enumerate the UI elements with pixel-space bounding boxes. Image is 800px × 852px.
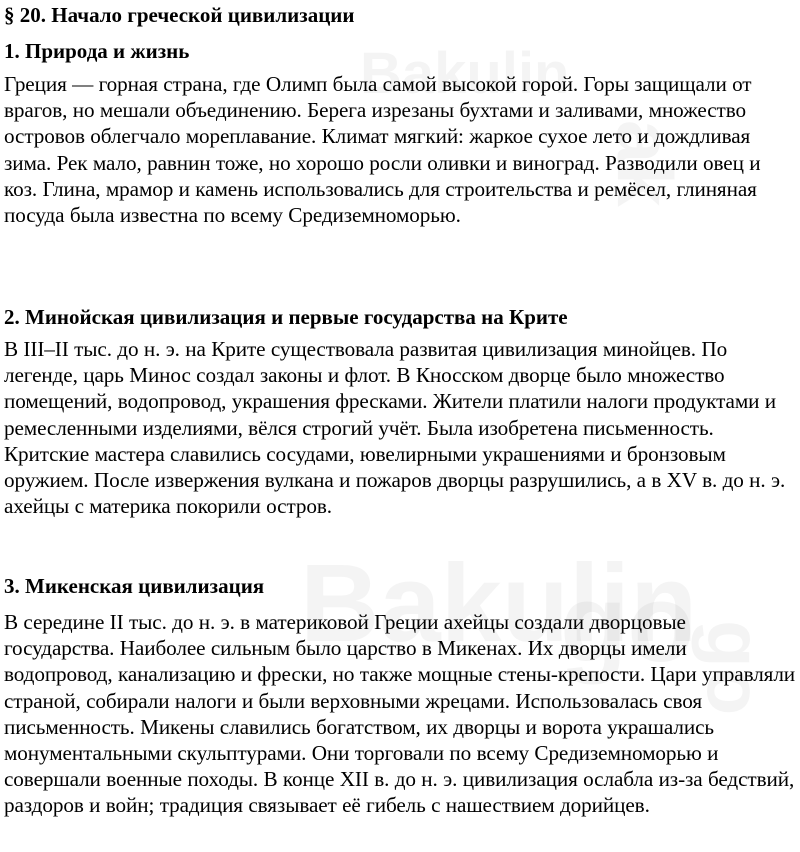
- section-heading: 1. Природа и жизнь: [4, 39, 190, 63]
- section-minoan-civilization: [4, 304, 796, 519]
- section-mycenaean-civilization: [4, 573, 796, 819]
- section-heading: 3. Микенская цивилизация: [4, 574, 265, 598]
- section-text: В III–II тыс. до н. э. на Крите существовала развитая цивилизация минойцев. По легенде, царь Минос создал законы и флот. В Кносском дворце было множество помещений, водопровод, украшения фресками. Жители платили налоги продуктами и ремесленными изделиями, вёлся строгий учёт. Была изобретена письменность. Критские мастера славились сосудами, ювелирными украшениями и бронзовым оружием. После извержения вулкана и пожаров дворцы разрушились, а в XV в. до н. э. ахейцы с материка покорили остров.: [4, 337, 786, 519]
- section-text: В середине II тыс. до н. э. в материковой Греции ахейцы создали дворцовые государства. Наиболее сильным было царство в Микенах. Их дворцы имели водопровод, канализацию и фрески, но также мощные стены-крепости. Цари управляли страной, собирали налоги и были верховными жрецами. Использовалась своя письменность. Микены славились богатством, их дворцы и ворота украшались монументальными скульптурами. Они торговали по всему Средиземноморью и совершали военные походы. В конце XII в. до н. э. цивилизация ослабла из-за бедствий, раздоров и войн; традиция связывает её гибель с нашествием дорийцев.: [4, 610, 796, 818]
- section-nature-life: [4, 38, 796, 228]
- section-heading: 2. Минойская цивилизация и первые государства на Крите: [4, 305, 568, 329]
- page-title: § 20. Начало греческой цивилизации: [4, 3, 355, 27]
- section-text: Греция — горная страна, где Олимп была самой высокой горой. Горы защищали от врагов, но мешали объединению. Берега изрезаны бухтами и заливами, множество островов облегчало мореплавание. Климат мягкий: жаркое сухое лето и дождливая зима. Рек мало, равнин тоже, но хорошо росли оливки и виноград. Разводили овец и коз. Глина, мрамор и камень использовались для строительства и ремёсел, глиняная посуда была известна по всему Средиземноморью.: [4, 72, 761, 228]
